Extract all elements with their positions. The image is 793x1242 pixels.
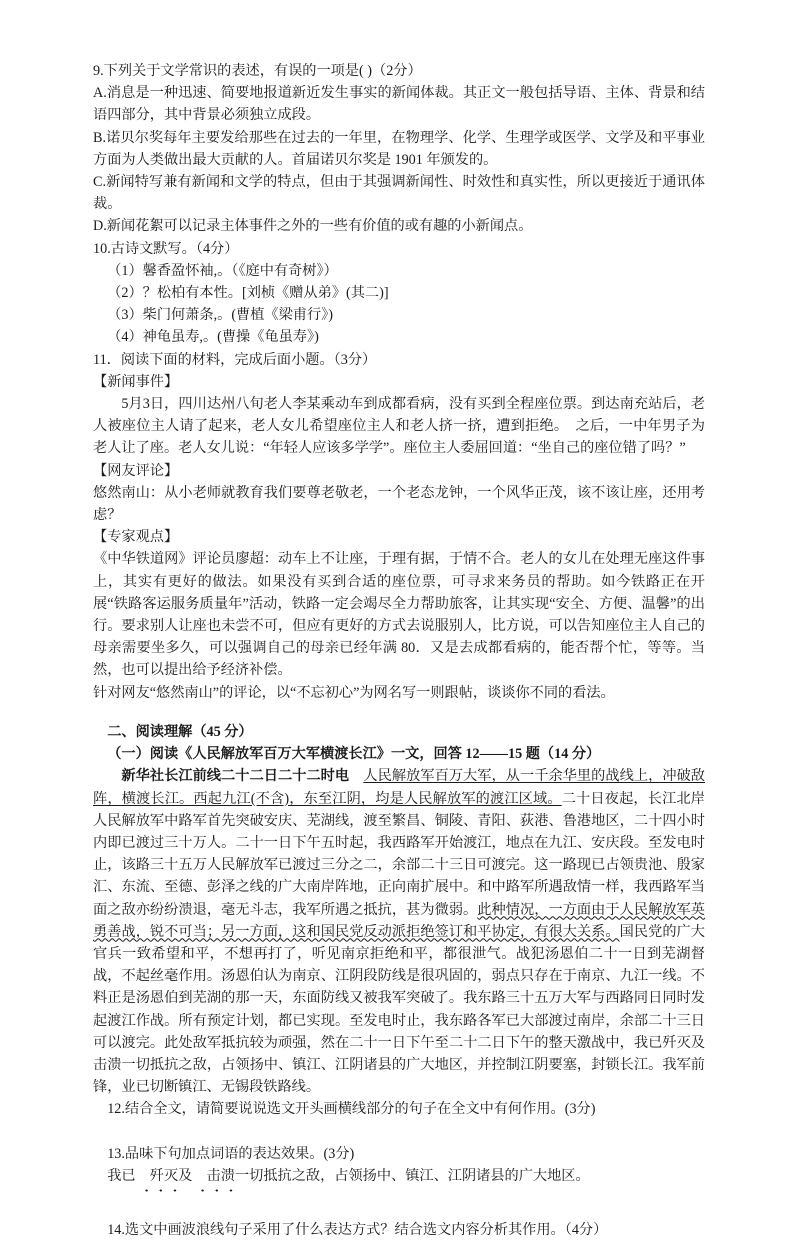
question-13-sentence-post: 一切抵抗之敌，占领扬中、镇江、江阴诸县的广大地区。 <box>234 1167 590 1184</box>
answer-space-13-extra <box>93 1209 705 1219</box>
question-9-option-a: A.消息是一种迅速、简要地报道新近发生事实的新闻体裁。其正文一般包括导语、主体、背景和结语四部分，其中背景必须独立成段。 <box>93 85 705 124</box>
question-12-stem: 12.结合全文，请简要说说选文开头画横线部分的句子在全文中有何作用。(3分) <box>107 1101 596 1118</box>
question-13-sentence-pre: 我已 <box>107 1167 136 1184</box>
news-event-body: 5月3日，四川达州八旬老人李某乘动车到成都看病，没有买到全程座位票。到达南充站后，老人被座位主人请了起来，老人女儿希望座位主人和老人挤一挤，遭到拒绝。 之后，一中年男子为老人让了座。老人女儿说：“年轻人应该多学学”。座位主人委屈回道：“坐自己的座位错了吗？” <box>93 396 705 457</box>
answer-space-13 <box>93 1187 705 1209</box>
question-10-item-4: （4）神龟虽寿,。(曹操《龟虽寿》) <box>107 329 319 346</box>
question-14-stem: 14.选文中画波浪线句子采用了什么表达方式？结合选文内容分析其作用。（4分） <box>107 1222 608 1239</box>
passage-body-part-1: 二十日夜起，长江北岸人民解放军中路军首先突破安庆、芜湖线，渡至繁昌、铜陵、青阳、荻港、鲁港地区，二十四小时内即已渡过三十万人。二十一日下午五时起，我西路军开始渡江，地点在九江、安庆段。至发电时止，该路三十五万人民解放军已渡过三分之二，余部二十三日可渡完。这一路现已占领贵池、殷家汇、东流、至德、彭泽之线的广大南岸阵地，正向南扩展中。和中路军所遇敌情一样，我西路军当面之敌亦纷纷溃退，毫无斗志，我军所遇之抵抗，甚为微弱。 <box>93 790 705 918</box>
netizen-comment-body: 悠然南山：从小老师就教育我们要尊老敬老，一个老态龙钟，一个风华正茂，该不该让座，还用考虑？ <box>93 484 705 524</box>
question-9-option-b: B.诺贝尔奖每年主要发给那些在过去的一年里，在物理学、化学、生理学或医学、文学及和平事业方面为人类做出最大贡献的人。首届诺贝尔奖是 1901 年颁发的。 <box>93 129 705 168</box>
question-10-stem: 10.古诗文默写。（4分） <box>93 240 239 257</box>
passage-body-part-2: 国民党的广大官兵一致希望和平，不想再打了，听见南京拒绝和平，都很泄气。战犯汤恩伯二十一日到芜湖督战，不起丝毫作用。汤恩伯认为南京、江阴段防线是很巩固的，弱点只存在于南京、九江一线。不料正是汤恩伯到芜湖的那一天，东面防线又被我军突破了。我东路三十五万大军与西路同日同时发起渡江作战。所有预定计划，都已实现。至发电时止，我东路各军已大部渡过南岸，余部二十三日可以渡完。此处敌军抵抗较为顽强，然在二十一日下午至二十二日下午的整天激战中，我已歼灭及击溃一切抵抗之敌，占领扬中、镇江、江阴诸县的广大地区，并控制江阴要塞，封锁长江。我军前锋，业已切断镇江、无锡段铁路线。 <box>93 923 705 1096</box>
section-2-subheading: （一）阅读《人民解放军百万大军横渡长江》一文，回答 12——15 题（14 分） <box>107 746 601 763</box>
question-13-emphasis-jianmie: 歼灭 <box>136 1165 179 1187</box>
question-9-option-d: D.新闻花絮可以记录主体事件之外的一些有价值的或有趣的小新闻点。 <box>93 218 533 235</box>
question-9-option-c: C.新闻特写兼有新闻和文学的特点，但由于其强调新闻性、时效性和真实性，所以更接近于通讯体裁。 <box>93 174 705 213</box>
dispatch-header: 新华社长江前线二十二日二十二时电 <box>121 768 350 785</box>
question-13-stem: 13.品味下句加点词语的表达效果。(3分) <box>107 1145 355 1162</box>
section-2-heading: 二、阅读理解（45 分） <box>107 723 253 740</box>
question-10-item-1: （1）馨香盈怀袖,。（《庭中有奇树》） <box>107 262 338 279</box>
expert-opinion-label: 【专家观点】 <box>93 529 179 546</box>
document-body <box>93 60 705 1242</box>
question-9-stem: 9.下列关于文学常识的表述，有误的一项是( )（2分） <box>93 63 422 79</box>
question-13-sentence-mid: 及 <box>178 1167 193 1184</box>
expert-opinion-body: 《中华铁道网》评论员廖超：动车上不让座，于理有据，于情不合。老人的女儿在处理无座这件事上，其实有更好的做法。如果没有买到合适的座位票，可寻求来务员的帮助。如今铁路正在开展“铁路客运服务质量年”活动，铁路一定会竭尽全力帮助旅客，让其实现“安全、方便、温馨”的出行。要求别人让座也未尝不可，但应有更好的方式去说服别人，比方说，可以告知座位主人自己的母亲需要坐多久，可以强调自己的母亲已经年满 80．又是去成都看病的，能否帮个忙，等等。当然，也可以提出给予经济补偿。 <box>93 551 705 679</box>
question-10-item-2: （2）？松柏有本性。[刘桢《赠从弟》(其二)] <box>107 285 389 302</box>
question-13-emphasis-jikui: 击溃 <box>192 1165 235 1187</box>
passage-paragraph-1 <box>93 765 705 1098</box>
section-spacer <box>93 704 705 721</box>
question-11-stem: 11．阅读下面的材料，完成后面小题。（3分） <box>93 351 377 368</box>
answer-space-12 <box>93 1121 705 1143</box>
passage-body-wavy-underlined: 此种情况，一方面由于人民解放军英勇善战，锐不可当；另一方面，这和国民党反动派拒绝签订和平协定，有很大关系。 <box>93 901 705 940</box>
question-10-item-3: （3）柴门何萧条,。(曹植《梁甫行》) <box>107 307 333 324</box>
news-event-label: 【新闻事件】 <box>93 373 179 390</box>
question-13-sentence <box>93 1165 705 1187</box>
passage-lead-underlined: 人民解放军百万大军，从一千余华里的战线上，冲破敌阵，横渡长江。西起九江(不含)，东至江阴，均是人民解放军的渡江区域。 <box>93 768 705 807</box>
netizen-comment-label: 【网友评论】 <box>93 462 179 479</box>
question-11-task: 针对网友“悠然南山”的评论，以“不忘初心”为网名写一则跟帖，谈谈你不同的看法。 <box>93 684 615 701</box>
